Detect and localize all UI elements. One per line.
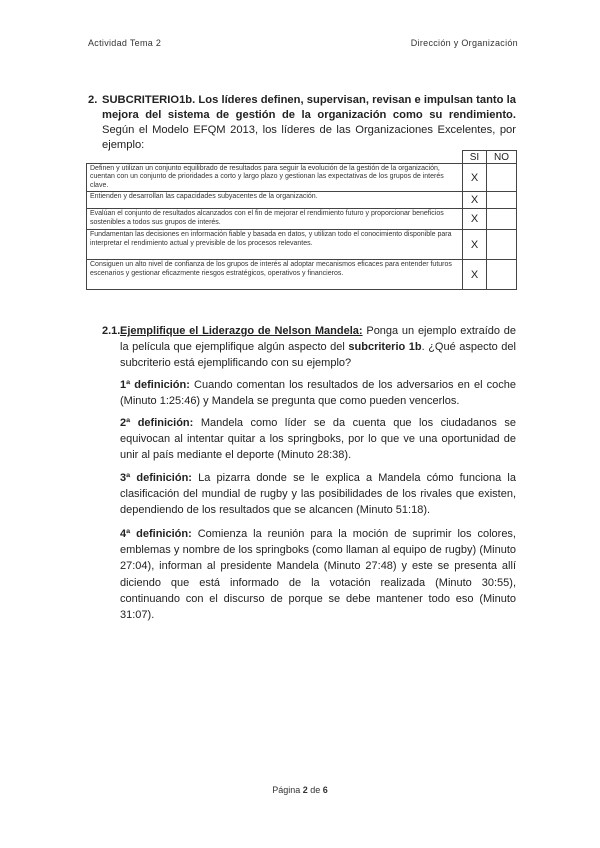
- definition-4: [120, 526, 516, 623]
- table-row-si: X: [463, 260, 487, 290]
- table-header-row: [87, 151, 517, 164]
- heading-normal: Según el Modelo EFQM 2013, los líderes de las Organizaciones Excelentes, por ejemplo:: [102, 124, 516, 151]
- question-block: [102, 323, 516, 372]
- table-header-no: NO: [487, 151, 517, 164]
- table-row-text: Entienden y desarrollan las capacidades subyacentes de la organización.: [87, 192, 463, 209]
- heading-number: 2.: [88, 94, 98, 106]
- question-text-c: . ¿Qué aspecto del subcriterio está ejemplificando con su ejemplo?: [120, 341, 516, 370]
- definition-2: [120, 415, 516, 464]
- table-row-no: [487, 192, 517, 209]
- definition-label: 3ª definición:: [120, 472, 192, 484]
- table-row-si: X: [463, 192, 487, 209]
- heading-bold: SUBCRITERIO1b. Los líderes definen, supervisan, revisan e impulsan tanto la mejora del sistema de gestión de la organización como su rendimiento.: [102, 94, 516, 121]
- table-row-si: X: [463, 164, 487, 192]
- header-left: Actividad Tema 2: [88, 38, 162, 48]
- table-row-text: Definen y utilizan un conjunto equilibrado de resultados para seguir la evolución de la gestión de la organización, cuentan con un conjunto de prioridades a corto y largo plazo y gestionan las expectativas de los grupos de interés clave.: [87, 164, 463, 192]
- table-row: [87, 230, 517, 260]
- definition-label: 2ª definición:: [120, 417, 194, 429]
- table-row-text: Consiguen un alto nivel de confianza de los grupos de interés al adoptar mecanismos eficaces para entender futuros escenarios y gestionar eficazmente riesgos estratégicos, operativos y financieros.: [87, 260, 463, 290]
- question-bold-b: subcriterio 1b: [348, 341, 422, 354]
- table-row-no: [487, 230, 517, 260]
- question-title: Ejemplifique el Liderazgo de Nelson Mandela:: [120, 325, 363, 337]
- definition-text: Comienza la reunión para la moción de suprimir los colores, emblemas y nombre de los springboks (como llaman al equipo de rugby) (Minuto 27:04), informan al presidente Mandela (Minuto 27:48) y este se presenta allí diciendo que está informado de la votación realizada (Minuto 30:55), continuando con el discurso de porque se debe mantener todo eso (Minuto 31:07).: [120, 528, 516, 622]
- definition-text: Cuando comentan los resultados de los adversarios en el coche (Minuto 1:25:46) y Mandela se pregunta que como pueden vencerlos.: [120, 379, 516, 408]
- table-row: [87, 260, 517, 290]
- table-row-si: X: [463, 230, 487, 260]
- question-text: [102, 323, 516, 372]
- definition-1: [120, 377, 516, 409]
- table-row-text: Fundamentan las decisiones en información fiable y basada en datos, y utilizan todo el conocimiento disponible para interpretar el rendimiento actual y previsible de los procesos relevantes.: [87, 230, 463, 260]
- table-row-text: Evalúan el conjunto de resultados alcanzados con el fin de mejorar el rendimiento futuro y proporcionar beneficios sostenibles a todos sus grupos de interés.: [87, 209, 463, 230]
- section-heading: [88, 93, 516, 153]
- footer-prefix: Página: [272, 785, 303, 795]
- footer-total: 6: [322, 785, 328, 795]
- table-row: [87, 164, 517, 192]
- table-row-no: [487, 164, 517, 192]
- header-right: Dirección y Organización: [410, 38, 518, 48]
- table-row-no: [487, 209, 517, 230]
- question-number: 2.1.: [102, 325, 121, 337]
- definition-text: Mandela como líder se da cuenta que los ciudadanos se equivocan al intentar quitar a los springboks, por lo que ve una oportunidad de unir al país mediante el deporte (Minuto 28:38).: [120, 417, 517, 462]
- question-text-a: Ponga un ejemplo extraído de la película que ejemplifique algún aspecto del: [120, 325, 516, 354]
- table-header-si: SI: [463, 151, 487, 164]
- table-row-no: [487, 260, 517, 290]
- page-footer: [0, 785, 600, 795]
- definition-label: 1ª definición:: [120, 379, 190, 391]
- table-row-si: X: [463, 209, 487, 230]
- table-row: [87, 209, 517, 230]
- definition-text: La pizarra donde se le explica a Mandela cómo funciona la clasificación del mundial de rugby y las posibilidades de los rivales que existen, dependiendo de los resultados que se alcancen (Minuto 51:18).: [120, 472, 516, 517]
- table-row: [87, 192, 517, 209]
- heading-text: [88, 93, 516, 153]
- footer-mid: de: [307, 785, 323, 795]
- table-header-blank: [87, 151, 463, 164]
- definition-3: [120, 470, 516, 519]
- criteria-table: [86, 150, 517, 290]
- definition-label: 4ª definición:: [120, 528, 192, 540]
- footer-page: 2: [302, 785, 308, 795]
